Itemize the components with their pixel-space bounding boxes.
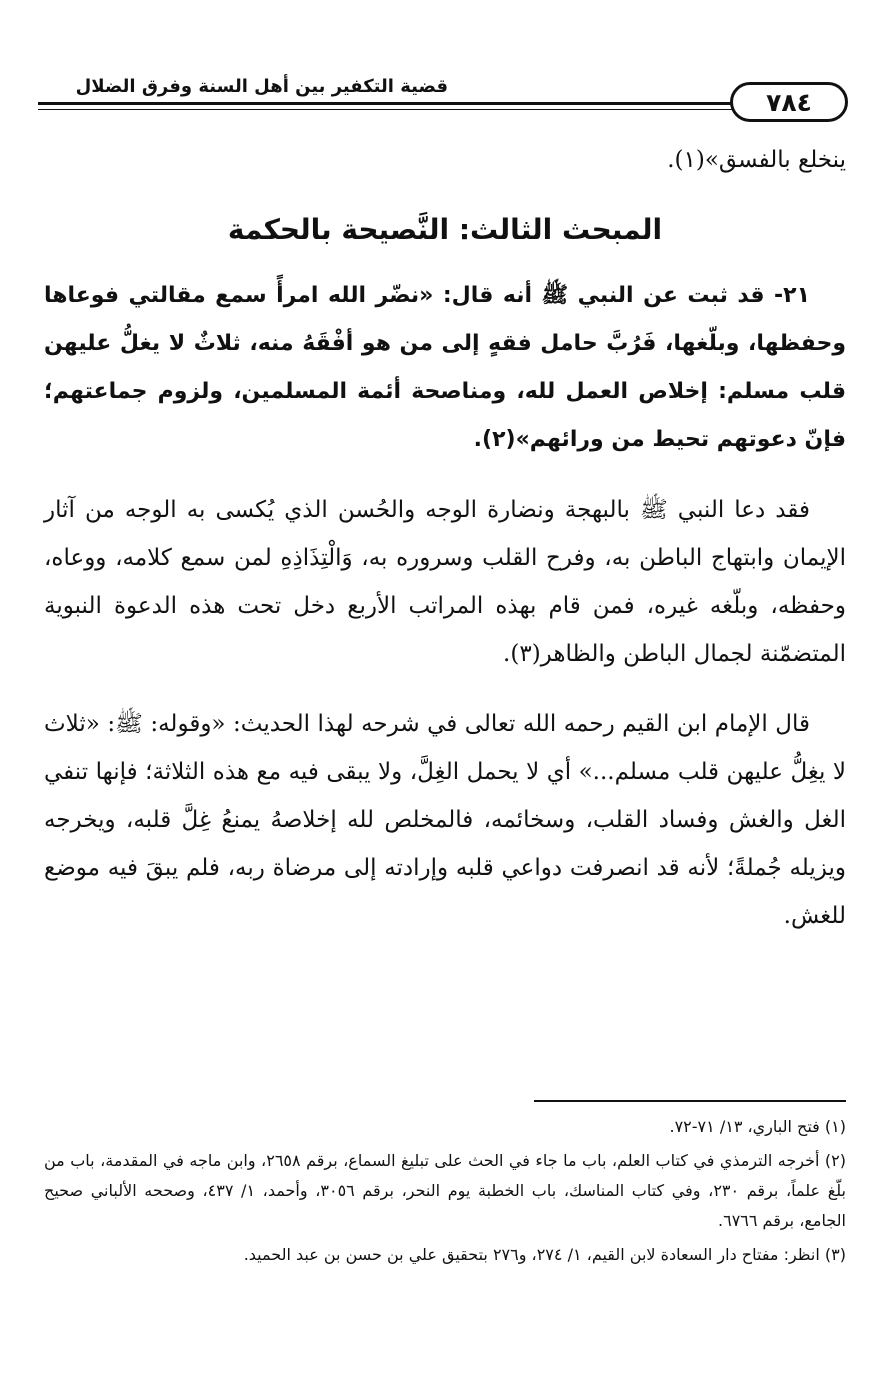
running-title: قضية التكفير بين أهل السنة وفرق الضلال	[75, 76, 448, 97]
header-rule	[38, 102, 738, 105]
footnote-separator	[534, 1100, 846, 1102]
page-number-badge: ٧٨٤	[730, 82, 848, 122]
ibn-qayyim-paragraph: قال الإمام ابن القيم رحمه الله تعالى في شرحه لهذا الحديث: «وقوله: ﷺ: «ثلاث لا يغِلُّ عليهن قلب مسلم...» أي لا يحمل الغِلَّ، ولا يبقى فيه مع هذه الثلاثة؛ فإنها تنفي الغل والغش وفساد القلب، وسخائمه، فالمخلص لله إخلاصهُ يمنعُ غِلَّ قلبه، ويخرجه ويزيله جُملةً؛ لأنه قد انصرفت دواعي قلبه وإرادته إلى مرضاة ربه، فلم يبقَ فيه موضع للغش.	[44, 711, 846, 929]
hadith-paragraph: ٢١- قد ثبت عن النبي ﷺ أنه قال: «نضّر الله امرأً سمع مقالتي فوعاها وحفظها، وبلّغها، فَرُبَّ حامل فقهٍ إلى من هو أفْقَهُ منه، ثلاثٌ لا يغلُّ عليهن قلب مسلم: إخلاص العمل لله، ومناصحة أئمة المسلمين، ولزوم جماعتهم؛ فإنّ دعوتهم تحيط من ورائهم»(٢).	[44, 283, 846, 452]
continuation-text: ينخلع بالفسق»(١).	[667, 147, 846, 173]
main-text	[44, 136, 846, 940]
footnote-1: (١) فتح الباري، ١٣/ ٧١-٧٢.	[669, 1117, 846, 1136]
footnotes	[44, 1112, 846, 1274]
commentary-paragraph: فقد دعا النبي ﷺ بالبهجة ونضارة الوجه والحُسن الذي يُكسى به الوجه من آثار الإيمان وابتهاج الباطن به، وفرح القلب وسروره به، وَالْتِذَاذِهِ لمن سمع كلامه، ووعاه، وحفظه، وبلّغه غيره، فمن قام بهذه المراتب الأربع دخل تحت هذه الدعوة النبوية المتضمّنة لجمال الباطن والظاهر(٣).	[44, 497, 846, 667]
footnote-2: (٢) أخرجه الترمذي في كتاب العلم، باب ما جاء في الحث على تبليغ السماع، برقم ٢٦٥٨، وابن ماجه في المقدمة، باب من بلّغ علماً، برقم ٢٣٠، وفي كتاب المناسك، باب الخطبة يوم النحر، برقم ٣٠٥٦، وأحمد، ١/ ٤٣٧، وصححه الألباني صحيح الجامع، برقم ٦٧٦٦.	[44, 1151, 846, 1230]
header-rule-thin	[38, 109, 738, 110]
footnote-3: (٣) انظر: مفتاح دار السعادة لابن القيم، ١/ ٢٧٤، و٢٧٦ بتحقيق علي بن حسن بن عبد الحميد.	[243, 1245, 846, 1264]
page-header	[38, 72, 848, 130]
section-title: المبحث الثالث: النَّصيحة بالحكمة	[227, 213, 663, 246]
